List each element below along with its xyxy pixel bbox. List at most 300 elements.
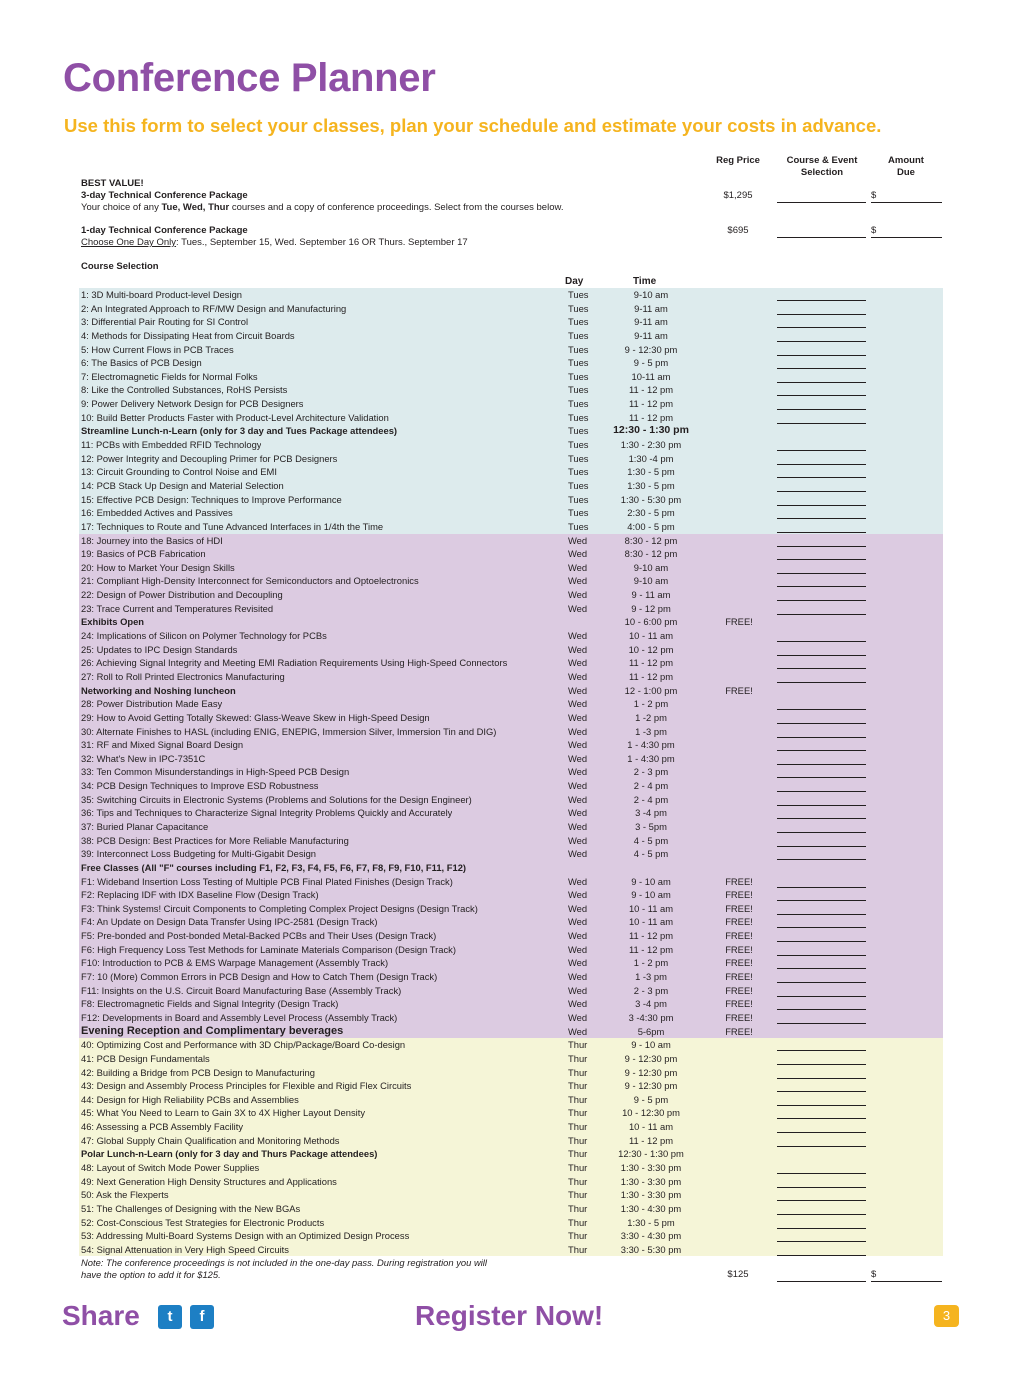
course-row: [79, 1229, 943, 1243]
course-row: [79, 738, 943, 752]
course-day: Wed: [568, 589, 588, 601]
course-day: Wed: [568, 711, 588, 723]
course-price: FREE!: [725, 998, 753, 1010]
course-time: 1:30 - 5 pm: [627, 479, 675, 491]
course-row: [79, 765, 943, 779]
course-day: Thur: [568, 1216, 588, 1228]
course-row: [79, 847, 943, 861]
course-title: F4: An Update on Design Data Transfer Using IPC-2581 (Design Track): [81, 916, 378, 928]
course-title: F2: Replacing IDF with IDX Baseline Flow (Design Track): [81, 889, 319, 901]
course-row: [79, 943, 943, 957]
proceedings-dollar: $: [871, 1269, 877, 1280]
course-time: 1:30 - 3:30 pm: [620, 1162, 682, 1173]
three-day-desc-days: Tue, Wed, Thur: [161, 202, 230, 213]
course-time: 12:30 - 1:30 pm: [613, 424, 689, 437]
course-row: [79, 479, 943, 493]
course-day: Tues: [568, 370, 589, 382]
course-title: F12: Developments in Board and Assembly Level Process (Assembly Track): [81, 1011, 398, 1023]
course-time: 3:30 - 4:30 pm: [620, 1230, 682, 1242]
course-row: [79, 438, 943, 452]
course-row: [79, 520, 943, 534]
course-title: 54: Signal Attenuation in Very High Speed Circuits: [81, 1243, 289, 1255]
course-time: 1:30 - 5 pm: [627, 1216, 675, 1228]
course-day: Wed: [568, 957, 588, 969]
one-day-package-desc: [81, 237, 468, 249]
course-row: [79, 834, 943, 848]
course-row: [79, 656, 943, 670]
course-time: 9 - 12:30 pm: [624, 1052, 678, 1064]
course-row: [79, 670, 943, 684]
course-price: FREE!: [725, 930, 753, 942]
course-day: Tues: [568, 520, 589, 532]
course-row: [79, 411, 943, 425]
course-time: 9 - 5 pm: [633, 1093, 669, 1105]
course-day: Thur: [568, 1162, 588, 1173]
course-day: Tues: [568, 479, 589, 491]
course-day: Wed: [568, 575, 588, 587]
course-day: Wed: [568, 998, 588, 1010]
event-row: [79, 1025, 943, 1039]
one-day-dollar: $: [871, 225, 877, 236]
course-title: 23: Trace Current and Temperatures Revisited: [81, 602, 274, 614]
course-title: 17: Techniques to Route and Tune Advanced Interfaces in 1/4th the Time: [81, 520, 384, 532]
course-time: 1:30 - 3:30 pm: [620, 1175, 682, 1187]
course-row: [79, 970, 943, 984]
course-day: Tues: [568, 452, 589, 464]
course-row: [79, 629, 943, 643]
course-row: [79, 1134, 943, 1148]
course-title: F10: Introduction to PCB & EMS Warpage Management (Assembly Track): [81, 957, 389, 969]
course-day: Wed: [568, 875, 588, 887]
course-time: 11 - 12 pm: [628, 411, 674, 423]
course-time: 11 - 12 pm: [628, 930, 674, 942]
course-row: [79, 1093, 943, 1107]
course-day: Wed: [568, 548, 588, 560]
page-title: Conference Planner: [63, 56, 436, 100]
course-title: 16: Embedded Actives and Passives: [81, 507, 233, 519]
course-day: Tues: [568, 289, 589, 300]
course-row: [79, 984, 943, 998]
course-row: [79, 697, 943, 711]
course-time: 12 - 1:00 pm: [624, 684, 678, 696]
course-row: [79, 602, 943, 616]
course-title: 14: PCB Stack Up Design and Material Selection: [81, 479, 284, 491]
course-time: 10 - 11 am: [628, 630, 674, 642]
course-day: Thur: [568, 1189, 588, 1201]
course-title: 37: Buried Planar Capacitance: [81, 820, 209, 832]
amount-header-line2: Due: [897, 167, 915, 178]
three-day-amount-line[interactable]: [871, 202, 942, 203]
course-day: Tues: [568, 425, 589, 437]
course-time: 2:30 - 5 pm: [627, 507, 675, 519]
course-title: F1: Wideband Insertion Loss Testing of Multiple PCB Final Plated Finishes (Design Track): [81, 875, 453, 887]
course-row: [79, 1243, 943, 1257]
course-title: 36: Tips and Techniques to Characterize Signal Integrity Problems Quickly and Accurately: [81, 807, 453, 819]
page-number-badge: 3: [934, 1305, 959, 1327]
course-time: 10 - 6:00 pm: [624, 616, 678, 628]
three-day-package-desc: [81, 202, 563, 214]
course-title: 26: Achieving Signal Integrity and Meeting EMI Radiation Requirements Using High-Speed Connectors: [81, 657, 508, 669]
best-value-label: BEST VALUE!: [81, 178, 144, 189]
course-title: 32: What's New in IPC-7351C: [81, 752, 206, 764]
course-day: Tues: [568, 343, 589, 355]
course-time: 10 - 11 am: [628, 902, 674, 914]
course-day: Wed: [568, 943, 588, 955]
course-time: 5-6pm: [637, 1025, 665, 1037]
course-time: 9 - 5 pm: [633, 357, 669, 369]
course-day: Wed: [568, 698, 588, 710]
course-day: Thur: [568, 1052, 588, 1064]
one-day-amount-line[interactable]: [871, 237, 942, 238]
course-time: 3 - 5pm: [635, 820, 667, 832]
course-time: 10 - 12:30 pm: [622, 1107, 680, 1119]
course-title: 2: An Integrated Approach to RF/MW Design and Manufacturing: [81, 302, 347, 314]
course-row: [79, 915, 943, 929]
course-title: Evening Reception and Complimentary beverages: [81, 1024, 344, 1037]
course-day: Wed: [568, 561, 588, 573]
proceedings-amount-line[interactable]: [871, 1281, 942, 1282]
course-row: [79, 383, 943, 397]
course-time: 11 - 12 pm: [628, 670, 674, 682]
course-time: 9 - 12 pm: [631, 602, 671, 614]
course-day: Wed: [568, 848, 588, 860]
course-title: 21: Compliant High-Density Interconnect for Semiconductors and Optoelectronics: [81, 575, 419, 587]
course-row: [79, 561, 943, 575]
course-row: [79, 370, 943, 384]
course-row: [79, 574, 943, 588]
course-title: 45: What You Need to Learn to Gain 3X to 4X Higher Layout Density: [81, 1107, 366, 1119]
course-selection-label: Course Selection: [81, 261, 159, 272]
course-time: 9-11 am: [634, 329, 668, 341]
event-row: [79, 615, 943, 629]
course-day: Wed: [568, 793, 588, 805]
course-row: [79, 643, 943, 657]
course-day: Tues: [568, 329, 589, 341]
one-day-desc-dates: : Tues., September 15, Wed. September 16 OR Thurs. September 17: [176, 237, 468, 248]
course-title: 6: The Basics of PCB Design: [81, 357, 202, 369]
course-day: Tues: [568, 507, 589, 519]
course-row: [79, 1052, 943, 1066]
event-row: [79, 684, 943, 698]
course-day: Thur: [568, 1134, 588, 1146]
course-title: F11: Insights on the U.S. Circuit Board Manufacturing Base (Assembly Track): [81, 984, 402, 996]
course-day: Thur: [568, 1243, 588, 1255]
course-title: 49: Next Generation High Density Structures and Applications: [81, 1175, 337, 1187]
course-title: 12: Power Integrity and Decoupling Primer for PCB Designers: [81, 452, 338, 464]
course-row: [79, 452, 943, 466]
course-row: [79, 588, 943, 602]
course-title: F6: High Frequency Loss Test Methods for Laminate Materials Comparison (Design Track): [81, 943, 456, 955]
course-time: 1 - 4:30 pm: [627, 752, 675, 764]
course-row: [79, 1216, 943, 1230]
course-time: 1 -3 pm: [635, 971, 667, 983]
course-time: 11 - 12 pm: [628, 384, 674, 396]
course-day: Thur: [568, 1080, 588, 1092]
course-title: 9: Power Delivery Network Design for PCB Designers: [81, 398, 304, 410]
course-row: [79, 1161, 943, 1175]
course-selection-line[interactable]: [777, 1255, 866, 1256]
course-title: 18: Journey into the Basics of HDI: [81, 534, 223, 546]
course-title: 50: Ask the Flexperts: [81, 1189, 169, 1201]
course-day: Tues: [568, 398, 589, 410]
twitter-icon[interactable]: t: [158, 1305, 182, 1329]
course-row: [79, 315, 943, 329]
course-row: [79, 956, 943, 970]
course-price: FREE!: [725, 889, 753, 901]
course-price: FREE!: [725, 1025, 753, 1037]
course-row: [79, 1202, 943, 1216]
course-title: 39: Interconnect Loss Budgeting for Multi-Gigabit Design: [81, 848, 317, 860]
course-time: 9 - 10 am: [631, 875, 671, 887]
course-day: Tues: [568, 316, 589, 328]
course-time: 1 - 2 pm: [633, 698, 669, 710]
course-time: 4 - 5 pm: [633, 834, 669, 846]
course-row: [79, 1175, 943, 1189]
course-time: 9 - 12:30 pm: [624, 1080, 678, 1092]
course-day: Wed: [568, 752, 588, 764]
course-price: FREE!: [725, 616, 753, 628]
course-time: 1:30 -4 pm: [628, 452, 674, 464]
course-title: F7: 10 (More) Common Errors in PCB Design and How to Catch Them (Design Track): [81, 971, 438, 983]
course-row: [79, 288, 943, 302]
course-time: 2 - 4 pm: [633, 793, 669, 805]
course-title: F5: Pre-bonded and Post-bonded Metal-Backed PCBs and Their Uses (Design Track): [81, 930, 437, 942]
share-label: Share: [62, 1300, 140, 1331]
event-row: [79, 424, 943, 438]
course-title: 33: Ten Common Misunderstandings in High-Speed PCB Design: [81, 766, 350, 778]
amount-header-line1: Amount: [888, 155, 924, 166]
course-title: Networking and Noshing luncheon: [81, 684, 236, 696]
course-row: [79, 875, 943, 889]
course-time: 11 - 12 pm: [628, 657, 674, 669]
course-row: [79, 547, 943, 561]
course-day: Wed: [568, 1011, 588, 1023]
course-price: FREE!: [725, 943, 753, 955]
course-time: 1 -3 pm: [635, 725, 667, 737]
event-row: [79, 1147, 943, 1161]
course-title: Exhibits Open: [81, 616, 145, 628]
course-time: 1:30 - 2:30 pm: [620, 439, 682, 451]
course-title: 52: Cost-Conscious Test Strategies for Electronic Products: [81, 1216, 325, 1228]
course-time: 3 -4:30 pm: [628, 1011, 674, 1023]
three-day-selection-line[interactable]: [777, 202, 866, 203]
course-day: Thur: [568, 1107, 588, 1119]
course-time: 10 - 12 pm: [628, 643, 674, 655]
course-day: Wed: [568, 807, 588, 819]
course-day: Tues: [568, 466, 589, 478]
course-time: 9-10 am: [633, 575, 669, 587]
course-time: 9-11 am: [634, 316, 668, 328]
note-line-1: Note: The conference proceedings is not included in the one-day pass. During registration you will: [81, 1257, 487, 1268]
proceedings-note: [81, 1257, 487, 1281]
three-day-package-title: 3-day Technical Conference Package: [81, 190, 248, 201]
course-time: 3 -4 pm: [635, 998, 667, 1010]
course-price: FREE!: [725, 984, 753, 996]
one-day-selection-line[interactable]: [777, 237, 866, 238]
course-time: 1 - 4:30 pm: [627, 739, 675, 751]
course-title: 20: How to Market Your Design Skills: [81, 561, 235, 573]
course-row: [79, 465, 943, 479]
course-time: 9 - 11 am: [631, 589, 671, 601]
course-row: [79, 397, 943, 411]
course-time: 1:30 - 3:30 pm: [620, 1189, 682, 1201]
one-day-package-title: 1-day Technical Conference Package: [81, 225, 248, 236]
course-title: 44: Design for High Reliability PCBs and Assemblies: [81, 1093, 299, 1105]
course-day: Wed: [568, 602, 588, 614]
course-day: Wed: [568, 1025, 588, 1037]
amount-due-header: [876, 155, 936, 179]
course-title: 1: 3D Multi-board Product-level Design: [81, 289, 243, 300]
course-day: Thur: [568, 1066, 588, 1078]
course-row: [79, 779, 943, 793]
course-title: 47: Global Supply Chain Qualification and Monitoring Methods: [81, 1134, 340, 1146]
course-day: Thur: [568, 1039, 588, 1051]
event-row: [79, 861, 943, 875]
course-day: Thur: [568, 1202, 588, 1214]
course-title: 13: Circuit Grounding to Control Noise and EMI: [81, 466, 277, 478]
course-row: [79, 820, 943, 834]
course-row: [79, 711, 943, 725]
one-day-price: $695: [727, 225, 749, 236]
course-event-header-line2: Selection: [800, 167, 844, 178]
course-event-header: [776, 155, 868, 179]
course-row: [79, 1066, 943, 1080]
course-day: Wed: [568, 820, 588, 832]
course-day: Wed: [568, 889, 588, 901]
course-title: Free Classes (All "F" courses including F1, F2, F3, F4, F5, F6, F7, F8, F9, F10, F11, F12): [81, 861, 467, 873]
course-row: [79, 806, 943, 820]
course-day: Wed: [568, 657, 588, 669]
reg-price-header: Reg Price: [716, 155, 760, 166]
course-title: 7: Electromagnetic Fields for Normal Folks: [81, 370, 258, 382]
course-row: [79, 493, 943, 507]
course-event-header-line1: Course & Event: [786, 155, 858, 166]
course-time: 1 - 2 pm: [633, 957, 669, 969]
course-time: 9 - 10 am: [631, 889, 671, 901]
course-time: 9-10 am: [633, 289, 669, 300]
page-subtitle: Use this form to select your classes, plan your schedule and estimate your costs in advance.: [64, 115, 882, 136]
course-table: [79, 288, 943, 1256]
course-time: 9 - 12:30 pm: [624, 343, 678, 355]
course-row: [79, 1106, 943, 1120]
course-day: Wed: [568, 725, 588, 737]
course-price: FREE!: [725, 902, 753, 914]
course-title: 48: Layout of Switch Mode Power Supplies: [81, 1162, 260, 1173]
day-column-header: Day: [565, 276, 584, 287]
course-title: 5: How Current Flows in PCB Traces: [81, 343, 234, 355]
course-day: Thur: [568, 1093, 588, 1105]
course-time: 9-10 am: [633, 561, 669, 573]
course-price: FREE!: [725, 684, 753, 696]
course-day: Wed: [568, 643, 588, 655]
course-time: 4:00 - 5 pm: [627, 520, 675, 532]
course-time: 1:30 - 4:30 pm: [620, 1202, 682, 1214]
course-day: Wed: [568, 902, 588, 914]
course-day: Thur: [568, 1230, 588, 1242]
course-time: 11 - 12 pm: [628, 943, 674, 955]
course-time: 10 - 11 am: [628, 1121, 674, 1133]
course-day: Thur: [568, 1175, 588, 1187]
course-day: Wed: [568, 916, 588, 928]
course-title: 10: Build Better Products Faster with Product-Level Architecture Validation: [81, 411, 389, 423]
course-title: 38: PCB Design: Best Practices for More Reliable Manufacturing: [81, 834, 349, 846]
course-row: [79, 329, 943, 343]
proceedings-selection-line[interactable]: [777, 1281, 866, 1282]
facebook-icon[interactable]: f: [190, 1305, 214, 1329]
course-title: 46: Assessing a PCB Assembly Facility: [81, 1121, 244, 1133]
course-title: 29: How to Avoid Getting Totally Skewed: Glass-Weave Skew in High-Speed Design: [81, 711, 430, 723]
course-title: F8: Electromagnetic Fields and Signal Integrity (Design Track): [81, 998, 339, 1010]
course-row: [79, 1120, 943, 1134]
course-title: Polar Lunch-n-Learn (only for 3 day and Thurs Package attendees): [81, 1148, 378, 1160]
course-time: 12:30 - 1:30 pm: [618, 1148, 684, 1160]
three-day-price: $1,295: [723, 190, 753, 201]
course-row: [79, 506, 943, 520]
course-time: 11 - 12 pm: [628, 1134, 674, 1146]
course-row: [79, 793, 943, 807]
course-row: [79, 902, 943, 916]
course-title: Streamline Lunch-n-Learn (only for 3 day and Tues Package attendees): [81, 425, 398, 437]
course-title: 24: Implications of Silicon on Polymer Technology for PCBs: [81, 630, 327, 642]
course-time: 3 -4 pm: [635, 807, 667, 819]
course-price: FREE!: [725, 916, 753, 928]
course-time: 2 - 3 pm: [633, 766, 669, 778]
three-day-dollar: $: [871, 190, 877, 201]
course-price: FREE!: [725, 971, 753, 983]
proceedings-price: $125: [727, 1269, 749, 1280]
course-time: 10 - 11 am: [628, 916, 674, 928]
course-title: 41: PCB Design Fundamentals: [81, 1052, 210, 1064]
course-row: [79, 725, 943, 739]
course-time: 3:30 - 5:30 pm: [620, 1243, 682, 1255]
course-time: 2 - 4 pm: [633, 780, 669, 792]
course-day: Wed: [568, 780, 588, 792]
course-time: 1 -2 pm: [635, 711, 667, 723]
course-day: Tues: [568, 493, 589, 505]
course-day: Thur: [568, 1148, 588, 1160]
course-title: 8: Like the Controlled Substances, RoHS Persists: [81, 384, 288, 396]
course-title: 11: PCBs with Embedded RFID Technology: [81, 439, 262, 451]
course-day: Tues: [568, 411, 589, 423]
three-day-desc-post: courses and a copy of conference proceedings. Select from the courses below.: [229, 202, 564, 213]
course-day: Wed: [568, 534, 588, 546]
course-day: Thur: [568, 1121, 588, 1133]
course-time: 8:30 - 12 pm: [624, 534, 678, 546]
course-title: 53: Addressing Multi-Board Systems Design with an Optimized Design Process: [81, 1230, 410, 1242]
course-day: Wed: [568, 670, 588, 682]
course-day: Tues: [568, 357, 589, 369]
course-price: FREE!: [725, 875, 753, 887]
course-title: F3: Think Systems! Circuit Components to Completing Complex Project Designs (Design Track): [81, 902, 478, 914]
course-row: [79, 1038, 943, 1052]
course-title: 34: PCB Design Techniques to Improve ESD Robustness: [81, 780, 319, 792]
course-row: [79, 1188, 943, 1202]
course-day: Tues: [568, 384, 589, 396]
course-row: [79, 356, 943, 370]
three-day-desc-pre: Your choice of any: [81, 202, 162, 213]
course-row: [79, 752, 943, 766]
course-time: 1:30 - 5:30 pm: [620, 493, 682, 505]
course-row: [79, 929, 943, 943]
course-title: 19: Basics of PCB Fabrication: [81, 548, 206, 560]
course-title: 35: Switching Circuits in Electronic Systems (Problems and Solutions for the Design Engineer): [81, 793, 472, 805]
course-time: 1:30 - 5 pm: [627, 466, 675, 478]
course-row: [79, 534, 943, 548]
register-now-link[interactable]: Register Now!: [415, 1300, 604, 1331]
course-day: Tues: [568, 439, 589, 451]
course-time: 4 - 5 pm: [633, 848, 669, 860]
time-column-header: Time: [633, 276, 657, 287]
